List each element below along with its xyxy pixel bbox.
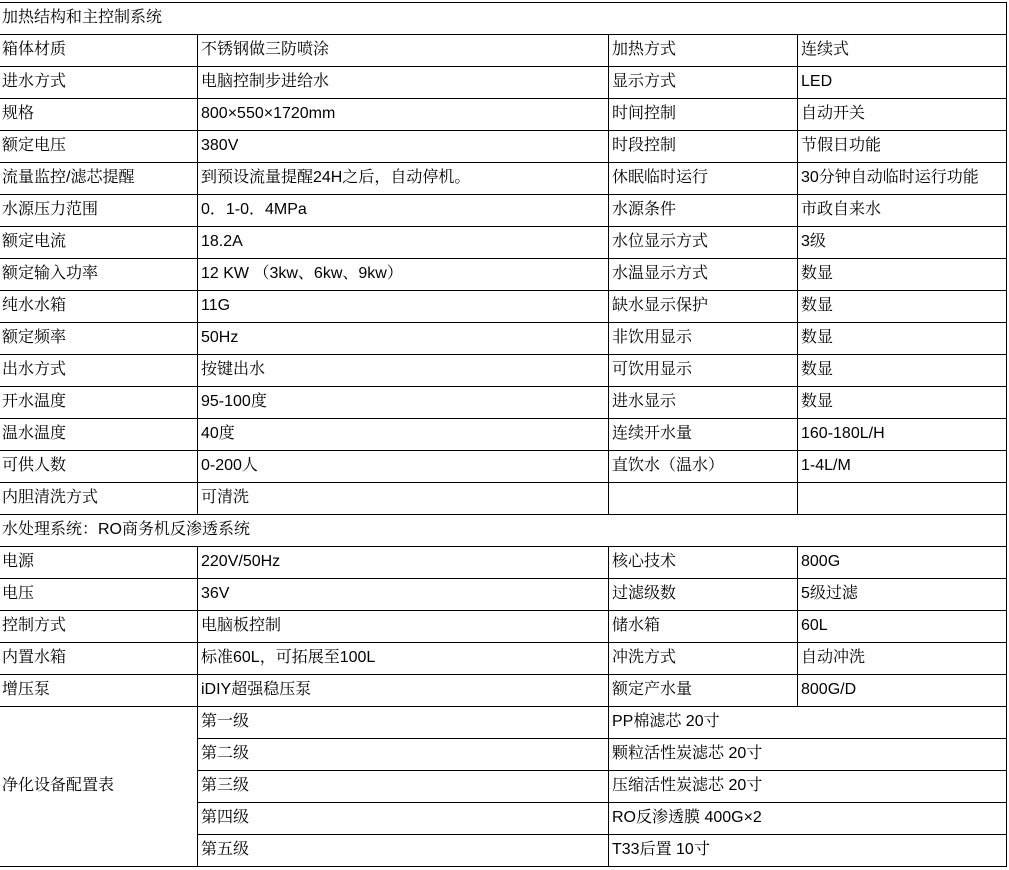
spec-row: [0, 579, 1007, 611]
spec-label-cell: 可供人数: [0, 451, 198, 483]
spec-value-cell: 40度: [198, 419, 609, 451]
spec-label-cell: 加热方式: [609, 35, 798, 67]
spec-row: [0, 483, 1007, 515]
spec-value-cell: 数显: [798, 259, 1007, 291]
spec-label-cell: 额定产水量: [609, 675, 798, 707]
spec-value-cell: 11G: [198, 291, 609, 323]
spec-label-cell: 进水显示: [609, 387, 798, 419]
spec-label-cell: 开水温度: [0, 387, 198, 419]
spec-value-cell: 160-180L/H: [798, 419, 1007, 451]
spec-value-cell: 市政自来水: [798, 195, 1007, 227]
spec-value-cell: 380V: [198, 131, 609, 163]
spec-value-cell: 自动冲洗: [798, 643, 1007, 675]
spec-row: [0, 35, 1007, 67]
spec-value-cell: 数显: [798, 355, 1007, 387]
config-level-cell: 第二级: [198, 739, 609, 771]
spec-label-cell: 水源条件: [609, 195, 798, 227]
spec-label-cell: 内胆清洗方式: [0, 483, 198, 515]
spec-value-cell: [798, 483, 1007, 515]
spec-label-cell: 缺水显示保护: [609, 291, 798, 323]
spec-label-cell: 时段控制: [609, 131, 798, 163]
config-row: [0, 707, 1007, 739]
spec-value-cell: 可清洗: [198, 483, 609, 515]
spec-row: [0, 163, 1007, 195]
spec-value-cell: 电脑板控制: [198, 611, 609, 643]
spec-value-cell: 18.2A: [198, 227, 609, 259]
config-value-cell: 压缩活性炭滤芯 20寸: [609, 771, 1007, 803]
spec-value-cell: 12 KW （3kw、6kw、9kw）: [198, 259, 609, 291]
config-value-cell: PP棉滤芯 20寸: [609, 707, 1007, 739]
spec-row: [0, 227, 1007, 259]
spec-label-cell: 冲洗方式: [609, 643, 798, 675]
spec-label-cell: 水温显示方式: [609, 259, 798, 291]
spec-row: [0, 547, 1007, 579]
spec-label-cell: 非饮用显示: [609, 323, 798, 355]
config-level-cell: 第一级: [198, 707, 609, 739]
spec-label-cell: 连续开水量: [609, 419, 798, 451]
spec-label-cell: 显示方式: [609, 67, 798, 99]
spec-label-cell: 可饮用显示: [609, 355, 798, 387]
config-label-cell: 净化设备配置表: [0, 707, 198, 867]
spec-value-cell: 自动开关: [798, 99, 1007, 131]
spec-label-cell: 内置水箱: [0, 643, 198, 675]
spec-table: [0, 2, 1007, 867]
spec-label-cell: 控制方式: [0, 611, 198, 643]
section-header-row: [0, 3, 1007, 35]
spec-row: [0, 195, 1007, 227]
spec-row: [0, 675, 1007, 707]
spec-row: [0, 99, 1007, 131]
spec-label-cell: 水位显示方式: [609, 227, 798, 259]
spec-row: [0, 291, 1007, 323]
spec-row: [0, 643, 1007, 675]
spec-label-cell: 规格: [0, 99, 198, 131]
spec-value-cell: iDIY超强稳压泵: [198, 675, 609, 707]
spec-value-cell: 标准60L，可拓展至100L: [198, 643, 609, 675]
spec-label-cell: 流量监控/滤芯提醒: [0, 163, 198, 195]
spec-value-cell: 50Hz: [198, 323, 609, 355]
spec-label-cell: 额定电流: [0, 227, 198, 259]
spec-label-cell: 进水方式: [0, 67, 198, 99]
spec-value-cell: 36V: [198, 579, 609, 611]
config-level-cell: 第四级: [198, 803, 609, 835]
config-level-cell: 第三级: [198, 771, 609, 803]
spec-value-cell: 800G/D: [798, 675, 1007, 707]
spec-value-cell: 连续式: [798, 35, 1007, 67]
spec-value-cell: 60L: [798, 611, 1007, 643]
spec-label-cell: 箱体材质: [0, 35, 198, 67]
spec-row: [0, 419, 1007, 451]
spec-row: [0, 131, 1007, 163]
spec-label-cell: 额定输入功率: [0, 259, 198, 291]
spec-label-cell: 温水温度: [0, 419, 198, 451]
spec-row: [0, 451, 1007, 483]
spec-label-cell: 额定电压: [0, 131, 198, 163]
spec-row: [0, 355, 1007, 387]
spec-label-cell: 增压泵: [0, 675, 198, 707]
spec-value-cell: 1-4L/M: [798, 451, 1007, 483]
spec-table-body: [0, 3, 1007, 867]
spec-value-cell: 3级: [798, 227, 1007, 259]
spec-label-cell: 出水方式: [0, 355, 198, 387]
spec-value-cell: 5级过滤: [798, 579, 1007, 611]
spec-label-cell: 时间控制: [609, 99, 798, 131]
spec-value-cell: 数显: [798, 291, 1007, 323]
spec-value-cell: 不锈钢做三防喷涂: [198, 35, 609, 67]
spec-value-cell: 按键出水: [198, 355, 609, 387]
spec-value-cell: 0．1-0．4MPa: [198, 195, 609, 227]
spec-label-cell: 水源压力范围: [0, 195, 198, 227]
spec-value-cell: LED: [798, 67, 1007, 99]
spec-label-cell: 电压: [0, 579, 198, 611]
spec-value-cell: 0-200人: [198, 451, 609, 483]
spec-row: [0, 387, 1007, 419]
spec-value-cell: 800×550×1720mm: [198, 99, 609, 131]
config-value-cell: 颗粒活性炭滤芯 20寸: [609, 739, 1007, 771]
spec-row: [0, 611, 1007, 643]
spec-value-cell: 数显: [798, 323, 1007, 355]
spec-value-cell: 电脑控制步进给水: [198, 67, 609, 99]
spec-label-cell: 直饮水（温水）: [609, 451, 798, 483]
spec-label-cell: 电源: [0, 547, 198, 579]
spec-label-cell: 额定频率: [0, 323, 198, 355]
spec-value-cell: 30分钟自动临时运行功能: [798, 163, 1007, 195]
spec-label-cell: [609, 483, 798, 515]
spec-value-cell: 数显: [798, 387, 1007, 419]
section-header-row: [0, 515, 1007, 547]
spec-label-cell: 核心技术: [609, 547, 798, 579]
spec-value-cell: 95-100度: [198, 387, 609, 419]
spec-value-cell: 节假日功能: [798, 131, 1007, 163]
section-title: 水处理系统：RO商务机反渗透系统: [0, 515, 1007, 547]
config-value-cell: T33后置 10寸: [609, 835, 1007, 867]
spec-label-cell: 纯水水箱: [0, 291, 198, 323]
spec-row: [0, 323, 1007, 355]
spec-value-cell: 800G: [798, 547, 1007, 579]
spec-row: [0, 67, 1007, 99]
config-level-cell: 第五级: [198, 835, 609, 867]
section-title: 加热结构和主控制系统: [0, 3, 1007, 35]
config-value-cell: RO反渗透膜 400G×2: [609, 803, 1007, 835]
spec-value-cell: 到预设流量提醒24H之后，自动停机。: [198, 163, 609, 195]
spec-row: [0, 259, 1007, 291]
spec-label-cell: 过滤级数: [609, 579, 798, 611]
spec-value-cell: 220V/50Hz: [198, 547, 609, 579]
spec-label-cell: 休眠临时运行: [609, 163, 798, 195]
spec-label-cell: 储水箱: [609, 611, 798, 643]
